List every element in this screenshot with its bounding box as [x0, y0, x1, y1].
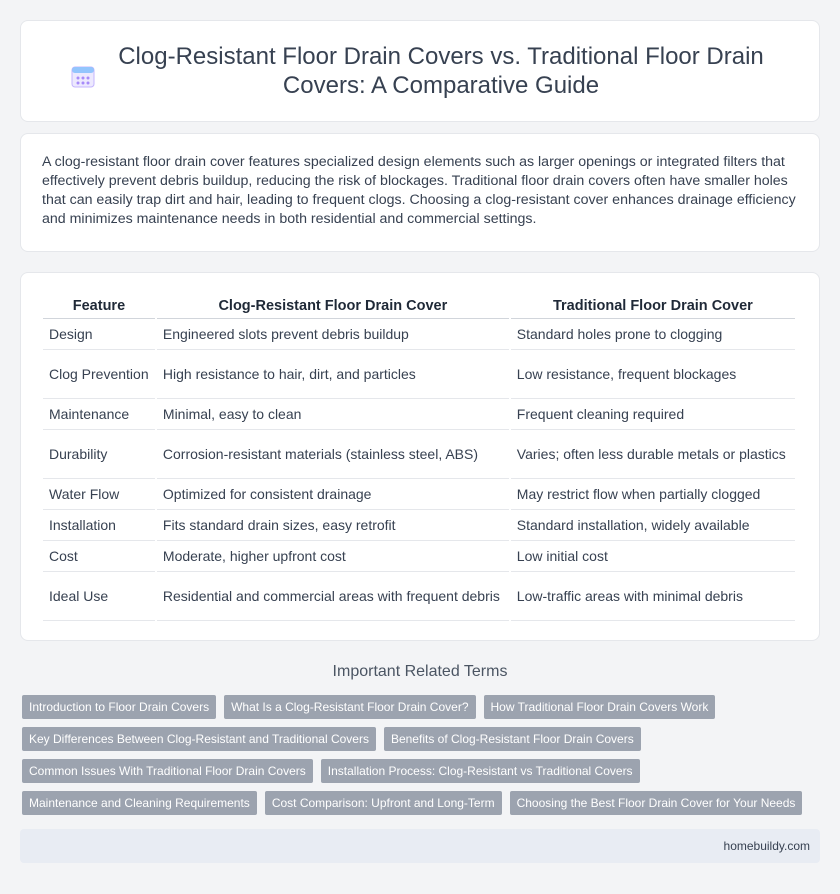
table-cell-clog-resistant: Corrosion-resistant materials (stainless steel, ABS) — [157, 430, 509, 479]
calendar-icon — [69, 62, 97, 90]
table-cell-feature: Cost — [43, 541, 155, 572]
related-term-link[interactable]: Maintenance and Cleaning Requirements — [22, 791, 257, 815]
comparison-table-card — [20, 272, 820, 641]
table-cell-feature: Clog Prevention — [43, 350, 155, 399]
table-header-row — [43, 293, 795, 319]
table-cell-feature: Durability — [43, 430, 155, 479]
table-cell-clog-resistant: Minimal, easy to clean — [157, 399, 509, 430]
table-row — [43, 319, 795, 350]
table-cell-traditional: Frequent cleaning required — [511, 399, 795, 430]
table-cell-traditional: Varies; often less durable metals or plastics — [511, 430, 795, 479]
table-cell-traditional: Low initial cost — [511, 541, 795, 572]
table-row — [43, 430, 795, 479]
related-term-link[interactable]: Installation Process: Clog-Resistant vs Traditional Covers — [321, 759, 640, 783]
related-term-link[interactable]: Key Differences Between Clog-Resistant and Traditional Covers — [22, 727, 376, 751]
comparison-table — [41, 293, 797, 621]
footer — [20, 829, 820, 863]
intro-paragraph: A clog-resistant floor drain cover features specialized design elements such as larger openings or integrated filters that effectively prevent debris buildup, reducing the risk of blockages. Traditional floor drain covers often have smaller holes that can easily trap dirt and hair, leading to frequent clogs. Choosing a clog-resistant cover enhances drainage efficiency and minimizes maintenance needs in both residential and commercial settings. — [42, 154, 796, 227]
table-cell-traditional: May restrict flow when partially clogged — [511, 479, 795, 510]
table-cell-clog-resistant: Moderate, higher upfront cost — [157, 541, 509, 572]
column-header-clog-resistant: Clog-Resistant Floor Drain Cover — [157, 293, 509, 319]
table-cell-clog-resistant: Fits standard drain sizes, easy retrofit — [157, 510, 509, 541]
related-term-link[interactable]: Introduction to Floor Drain Covers — [22, 695, 216, 719]
related-term-link[interactable]: What Is a Clog-Resistant Floor Drain Cover? — [224, 695, 475, 719]
table-cell-traditional: Low resistance, frequent blockages — [511, 350, 795, 399]
table-cell-clog-resistant: Engineered slots prevent debris buildup — [157, 319, 509, 350]
related-term-link[interactable]: Choosing the Best Floor Drain Cover for Your Needs — [510, 791, 803, 815]
table-cell-feature: Ideal Use — [43, 572, 155, 621]
table-row — [43, 479, 795, 510]
intro-card — [20, 133, 820, 252]
title-card — [20, 20, 820, 122]
table-row — [43, 541, 795, 572]
table-cell-traditional: Low-traffic areas with minimal debris — [511, 572, 795, 621]
related-term-link[interactable]: Benefits of Clog-Resistant Floor Drain Covers — [384, 727, 641, 751]
table-cell-feature: Maintenance — [43, 399, 155, 430]
table-cell-clog-resistant: High resistance to hair, dirt, and particles — [157, 350, 509, 399]
table-cell-clog-resistant: Residential and commercial areas with frequent debris — [157, 572, 509, 621]
table-cell-feature: Design — [43, 319, 155, 350]
table-cell-feature: Installation — [43, 510, 155, 541]
footer-site-name: homebuildy.com — [723, 839, 810, 853]
column-header-feature: Feature — [43, 293, 155, 319]
table-row — [43, 510, 795, 541]
related-terms-list — [22, 695, 822, 823]
related-term-link[interactable]: Common Issues With Traditional Floor Drain Covers — [22, 759, 313, 783]
table-cell-feature: Water Flow — [43, 479, 155, 510]
related-term-link[interactable]: Cost Comparison: Upfront and Long-Term — [265, 791, 502, 815]
table-row — [43, 399, 795, 430]
related-terms-heading: Important Related Terms — [332, 663, 508, 680]
page-title: Clog-Resistant Floor Drain Covers vs. Traditional Floor Drain Covers: A Comparative Guide — [118, 43, 764, 99]
table-row — [43, 572, 795, 621]
table-row — [43, 350, 795, 399]
table-cell-clog-resistant: Optimized for consistent drainage — [157, 479, 509, 510]
table-cell-traditional: Standard holes prone to clogging — [511, 319, 795, 350]
column-header-traditional: Traditional Floor Drain Cover — [511, 293, 795, 319]
table-cell-traditional: Standard installation, widely available — [511, 510, 795, 541]
related-term-link[interactable]: How Traditional Floor Drain Covers Work — [484, 695, 716, 719]
